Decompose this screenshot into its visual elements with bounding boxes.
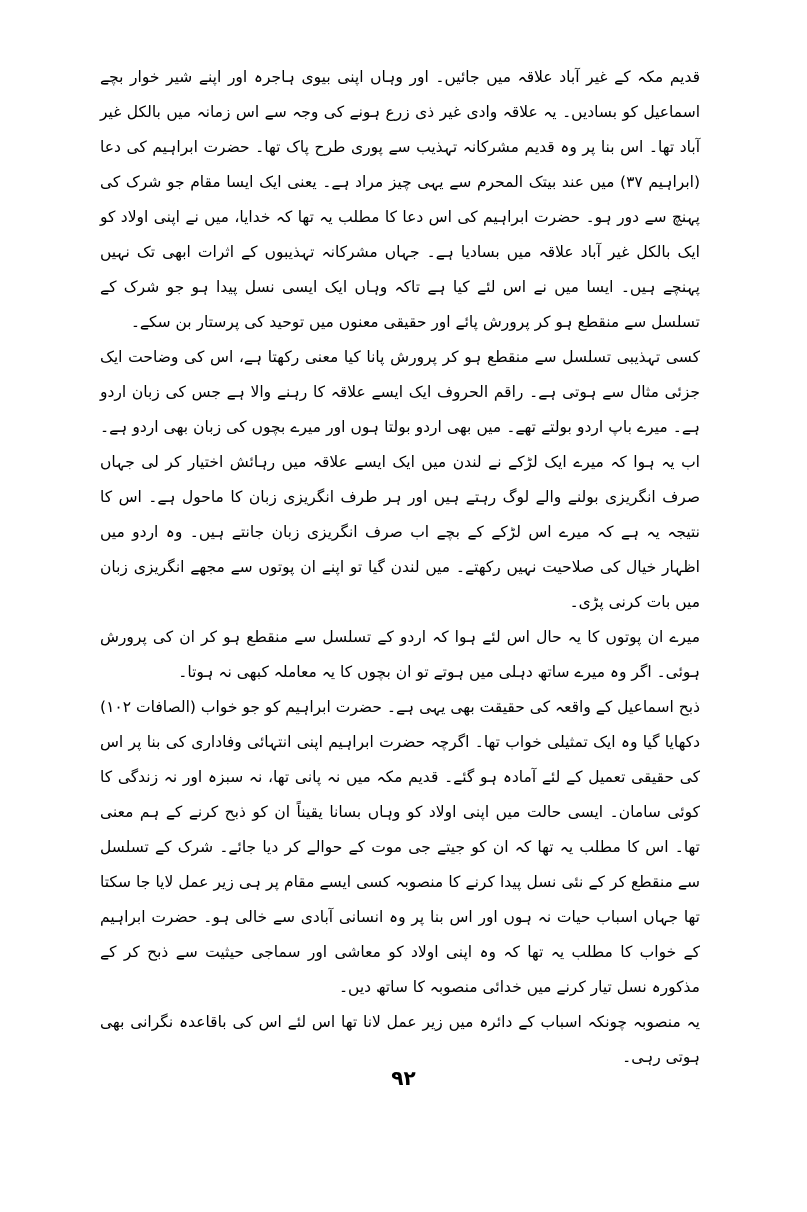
paragraph-2: کسی تہذیبی تسلسل سے منقطع ہو کر پرورش پانا کیا معنی رکھتا ہے، اس کی وضاحت ایک جزئی مثال سے ہوتی ہے۔ راقم الحروف ایک ایسے علاقہ کا رہنے والا ہے جس کی زبان اردو ہے۔ میرے باپ اردو بولتے تھے۔ میں بھی اردو بولتا ہوں اور میرے بچوں کی زبان بھی اردو ہے۔ اب یہ ہوا کہ میرے ایک لڑکے نے لندن میں ایک ایسے علاقہ میں رہائش اختیار کر لی جہاں صرف انگریزی بولنے والے لوگ رہتے ہیں اور ہر طرف انگریزی زبان کا ماحول ہے۔ اس کا نتیجہ یہ ہے کہ میرے اس لڑکے کے بچے اب صرف انگریزی زبان جانتے ہیں۔ وہ اردو میں اظہار خیال کی صلاحیت نہیں رکھتے۔ میں لندن گیا تو اپنے ان پوتوں سے مجھے انگریزی زبان میں بات کرنی پڑی۔ [100, 348, 700, 611]
paragraph-3: میرے ان پوتوں کا یہ حال اس لئے ہوا کہ اردو کے تسلسل سے منقطع ہو کر ان کی پرورش ہوئی۔ اگر وہ میرے ساتھ دہلی میں ہوتے تو ان بچوں کا یہ معاملہ کبھی نہ ہوتا۔ [100, 628, 700, 681]
paragraph-4: ذبح اسماعیل کے واقعہ کی حقیقت بھی یہی ہے۔ حضرت ابراہیم کو جو خواب (الصافات ۱۰۲) دکھایا گیا وہ ایک تمثیلی خواب تھا۔ اگرچہ حضرت ابراہیم اپنی انتہائی وفاداری کی بنا پر اس کی حقیقی تعمیل کے لئے آمادہ ہو گئے۔ قدیم مکہ میں نہ پانی تھا، نہ سبزہ اور نہ زندگی کا کوئی سامان۔ ایسی حالت میں اپنی اولاد کو وہاں بسانا یقیناً ان کو ذبح کرنے کے ہم معنی تھا۔ اس کا مطلب یہ تھا کہ ان کو جیتے جی موت کے حوالے کر دیا جائے۔ شرک کے تسلسل سے منقطع کر کے نئی نسل پیدا کرنے کا منصوبہ کسی ایسے مقام پر ہی زیر عمل لایا جا سکتا تھا جہاں اسباب حیات نہ ہوں اور اس بنا پر وہ انسانی آبادی سے خالی ہو۔ حضرت ابراہیم کے خواب کا مطلب یہ تھا کہ وہ اپنی اولاد کو معاشی اور سماجی حیثیت سے ذبح کر کے مذکورہ نسل تیار کرنے میں خدائی منصوبہ کا ساتھ دیں۔ [100, 698, 700, 996]
paragraph-5: یہ منصوبہ چونکہ اسباب کے دائرہ میں زیر عمل لانا تھا اس لئے اس کی باقاعدہ نگرانی بھی ہوتی رہی۔ [100, 1013, 700, 1066]
body-text [100, 60, 700, 1075]
paragraph-1: قدیم مکہ کے غیر آباد علاقہ میں جائیں۔ اور وہاں اپنی بیوی ہاجرہ اور اپنے شیر خوار بچے اسماعیل کو بسادیں۔ یہ علاقہ وادی غیر ذی زرع ہونے کی وجہ سے اس زمانہ میں بالکل غیر آباد تھا۔ اس بنا پر وہ قدیم مشرکانہ تہذیب سے پوری طرح پاک تھا۔ حضرت ابراہیم کی دعا (ابراہیم ۳۷) میں عند بیتک المحرم سے یہی چیز مراد ہے۔ یعنی ایک ایسا مقام جو شرک کی پہنچ سے دور ہو۔ حضرت ابراہیم کی اس دعا کا مطلب یہ تھا کہ خدایا، میں نے اپنی اولاد کو ایک بالکل غیر آباد علاقہ میں بسادیا ہے۔ جہاں مشرکانہ تہذیبوں کے اثرات ابھی تک نہیں پہنچے ہیں۔ ایسا میں نے اس لئے کیا ہے تاکہ وہاں ایک ایسی نسل پیدا ہو جو شرک کے تسلسل سے منقطع ہو کر پرورش پائے اور حقیقی معنوں میں توحید کی پرستار بن سکے۔ [100, 68, 700, 331]
page-number: ۹۲ [391, 1066, 416, 1090]
